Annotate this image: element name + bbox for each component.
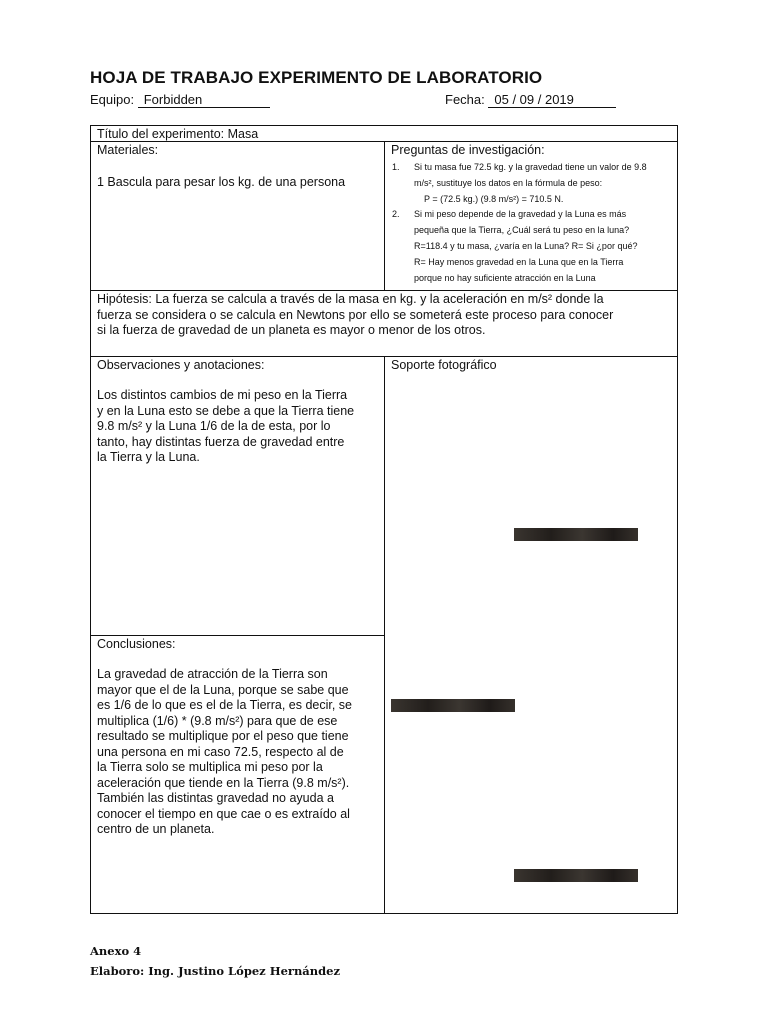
question-number: 1. — [392, 162, 400, 172]
row-divider — [90, 290, 678, 291]
conclusions-label: Conclusiones: — [97, 637, 176, 651]
date-value: 05 / 09 / 2019 — [488, 93, 616, 108]
question-line: porque no hay suficiente atracción en la Luna — [414, 272, 596, 283]
conclusion-line: resultado se multiplique por el peso que tiene — [97, 729, 349, 743]
photo-support-label: Soporte fotográfico — [391, 358, 497, 372]
conclusion-line: es 1/6 de lo que es el de la Tierra, es decir, se — [97, 698, 353, 712]
question-line: R=118.4 y tu masa, ¿varía en la Luna? R= Si ¿por qué? — [414, 240, 638, 251]
materials-text: 1 Bascula para pesar los kg. de una persona — [97, 175, 346, 189]
question-line: P = (72.5 kg.) (9.8 m/s²) = 710.5 N. — [424, 193, 564, 204]
observations-text — [97, 388, 354, 466]
question-line: Si tu masa fue 72.5 kg. y la gravedad tiene un valor de 9.8 — [414, 162, 647, 172]
question-line: Si mi peso depende de la gravedad y la Luna es más — [414, 209, 627, 220]
hypothesis-line: fuerza se considera o se calcula en Newtons por ello se someterá este proceso para conocer — [97, 307, 614, 322]
observation-line: 9.8 m/s² y la Luna 1/6 de la de esta, por lo — [97, 419, 331, 433]
team-label: Equipo: — [90, 92, 135, 107]
author-label: Elaboro: Ing. Justino López Hernández — [90, 964, 341, 978]
date-label: Fecha: — [445, 92, 485, 107]
question-item — [389, 160, 679, 207]
conclusion-line: centro de un planeta. — [97, 822, 215, 836]
question-item — [389, 207, 679, 286]
question-number: 2. — [392, 209, 400, 220]
conclusion-line: multiplica (1/6) * (9.8 m/s²) para que de ese — [97, 713, 338, 728]
conclusion-line: una persona en mi caso 72.5, respecto al de — [97, 744, 344, 759]
question-line: R= Hay menos gravedad en la Luna que en la Tierra — [414, 256, 624, 267]
conclusion-line: La gravedad de atracción de la Tierra son — [97, 667, 328, 681]
conclusion-line: la Tierra solo se multiplica mi peso por la — [97, 760, 323, 774]
conclusion-line: conocer el tiempo en que cae o es extraído al — [97, 806, 350, 821]
annex-label: Anexo 4 — [90, 944, 142, 958]
observation-line: la Tierra y la Luna. — [97, 450, 200, 464]
conclusion-line: aceleración que tiende en la Tierra (9.8 m/s²). — [97, 775, 350, 790]
column-divider — [384, 141, 385, 290]
conclusion-line: También las distintas gravedad no ayuda a — [97, 791, 334, 805]
conclusion-line: mayor que el de la Luna, porque se sabe que — [97, 682, 349, 697]
document-title: HOJA DE TRABAJO EXPERIMENTO DE LABORATORIO — [90, 68, 543, 87]
photo-image — [514, 528, 638, 541]
observation-line: Los distintos cambios de mi peso en la Tierra — [97, 388, 348, 402]
conclusions-text — [97, 667, 352, 838]
question-line: pequeña que la Tierra, ¿Cuál será tu peso en la luna? — [414, 225, 630, 236]
hypothesis-line: si la fuerza de gravedad de un planeta es mayor o menor de los otros. — [97, 323, 486, 337]
questions-label: Preguntas de investigación: — [391, 143, 545, 157]
team-field — [90, 92, 270, 108]
date-field — [445, 92, 616, 108]
hypothesis-line: Hipótesis: La fuerza se calcula a través de la masa en kg. y la aceleración en m/s² donde la — [97, 292, 604, 306]
photo-image — [514, 869, 638, 882]
observation-line: y en la Luna esto se debe a que la Tierra tiene — [97, 403, 355, 418]
experiment-title: Título del experimento: Masa — [97, 127, 259, 141]
observation-line: tanto, hay distintas fuerza de gravedad entre — [97, 434, 345, 449]
column-divider — [384, 356, 385, 914]
observations-label: Observaciones y anotaciones: — [97, 358, 265, 372]
hypothesis-text — [97, 292, 613, 339]
question-line: m/s², sustituye los datos en la fórmula de peso: — [414, 177, 603, 188]
materials-label: Materiales: — [97, 143, 159, 157]
questions-list — [389, 160, 679, 286]
team-value: Forbidden — [138, 93, 270, 108]
photo-image — [391, 699, 515, 712]
